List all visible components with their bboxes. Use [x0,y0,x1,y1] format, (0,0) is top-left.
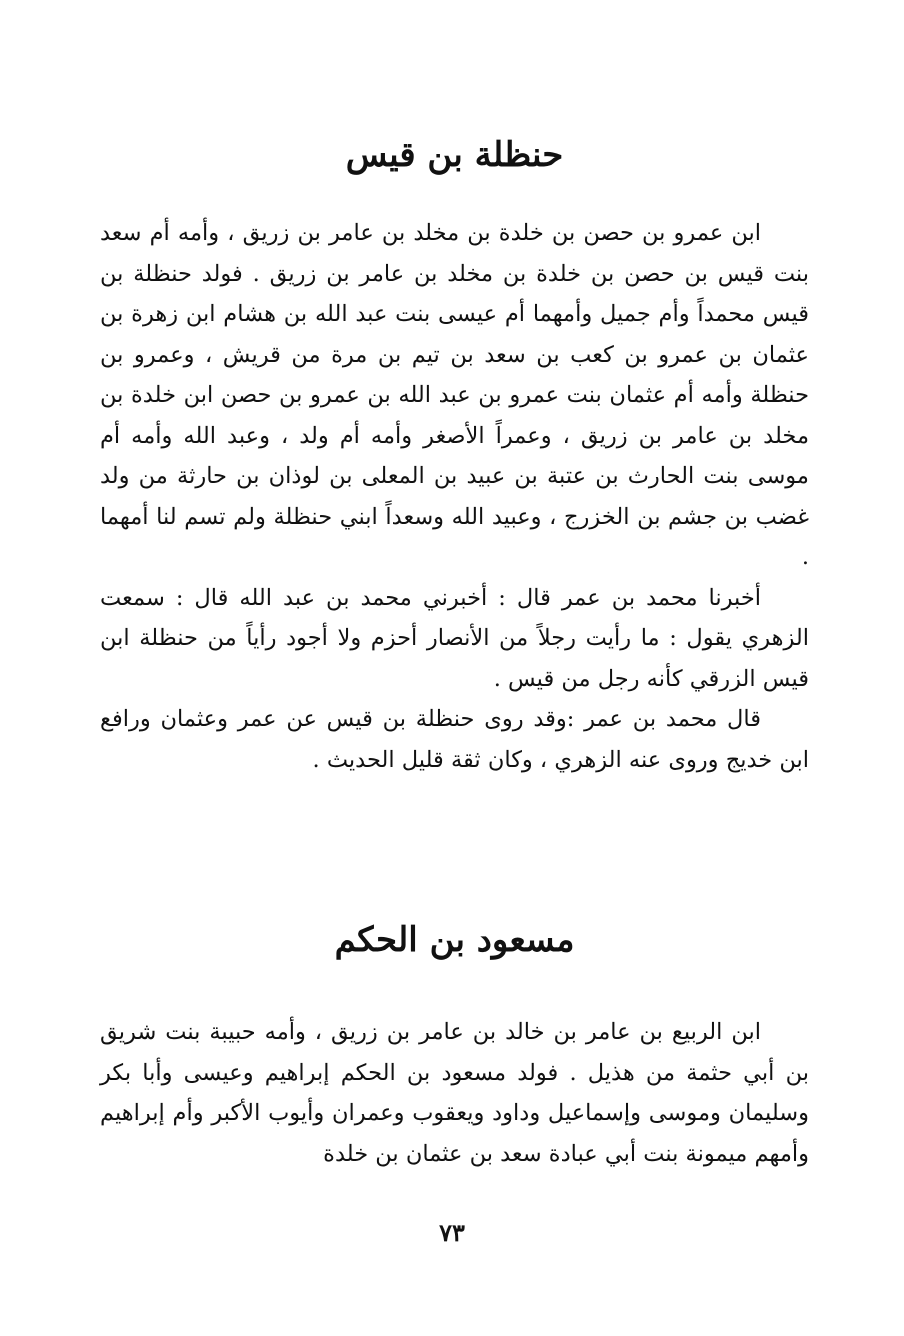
paragraph: ابن عمرو بن حصن بن خلدة بن مخلد بن عامر بن زريق ، وأمه أم سعد بنت قيس بن حصن بن خلدة بن مخلد بن عامر بن زريق . فولد حنظلة بن قيس محمداً وأم جميل وأمهما أم عيسى بنت عبد الله بن هشام ابن زهرة بن عثمان بن عمرو بن كعب بن سعد بن تيم بن مرة من قريش ، وعمرو بن حنظلة وأمه أم عثمان بنت عمرو بن عبد الله بن عمرو بن حصن ابن خلدة بن مخلد بن عامر بن زريق ، وعمراً الأصغر وأمه أم ولد ، وعبد الله وأمه أم موسى بنت الحارث بن عتبة بن عبيد بن المعلى بن لوذان بن حارثة من ولد غضب بن جشم بن الخزرج ، وعبيد الله وسعداً ابني حنظلة ولم تسم لنا أمهما . [100,220,809,570]
section-title: مسعود بن الحكم [334,920,575,960]
paragraph: أخبرنا محمد بن عمر قال : أخبرني محمد بن عبد الله قال : سمعت الزهري يقول : ما رأيت رجلاً من الأنصار أحزم ولا أجود رأياً من حنظلة ابن قيس الزرقي كأنه رجل من قيس . [100,584,809,692]
paragraph: قال محمد بن عمر :وقد روى حنظلة بن قيس عن عمر وعثمان ورافع ابن خديج وروى عنه الزهري ، وكان ثقة قليل الحديث . [100,706,809,773]
section-title: حنظلة بن قيس [345,135,564,175]
section-body [100,1012,809,1174]
section-body [100,213,809,780]
page-number: ٧٣ [439,1218,465,1247]
paragraph: ابن الربيع بن عامر بن خالد بن عامر بن زريق ، وأمه حبيبة بنت شريق بن أبي حثمة من هذيل . فولد مسعود بن الحكم إبراهيم وعيسى وأبا بكر وسليمان وموسى وإسماعيل وداود ويعقوب وعمران وأيوب الأكبر وأم إبراهيم وأمهم ميمونة بنت أبي عبادة سعد بن عثمان بن خلدة [100,1019,809,1167]
